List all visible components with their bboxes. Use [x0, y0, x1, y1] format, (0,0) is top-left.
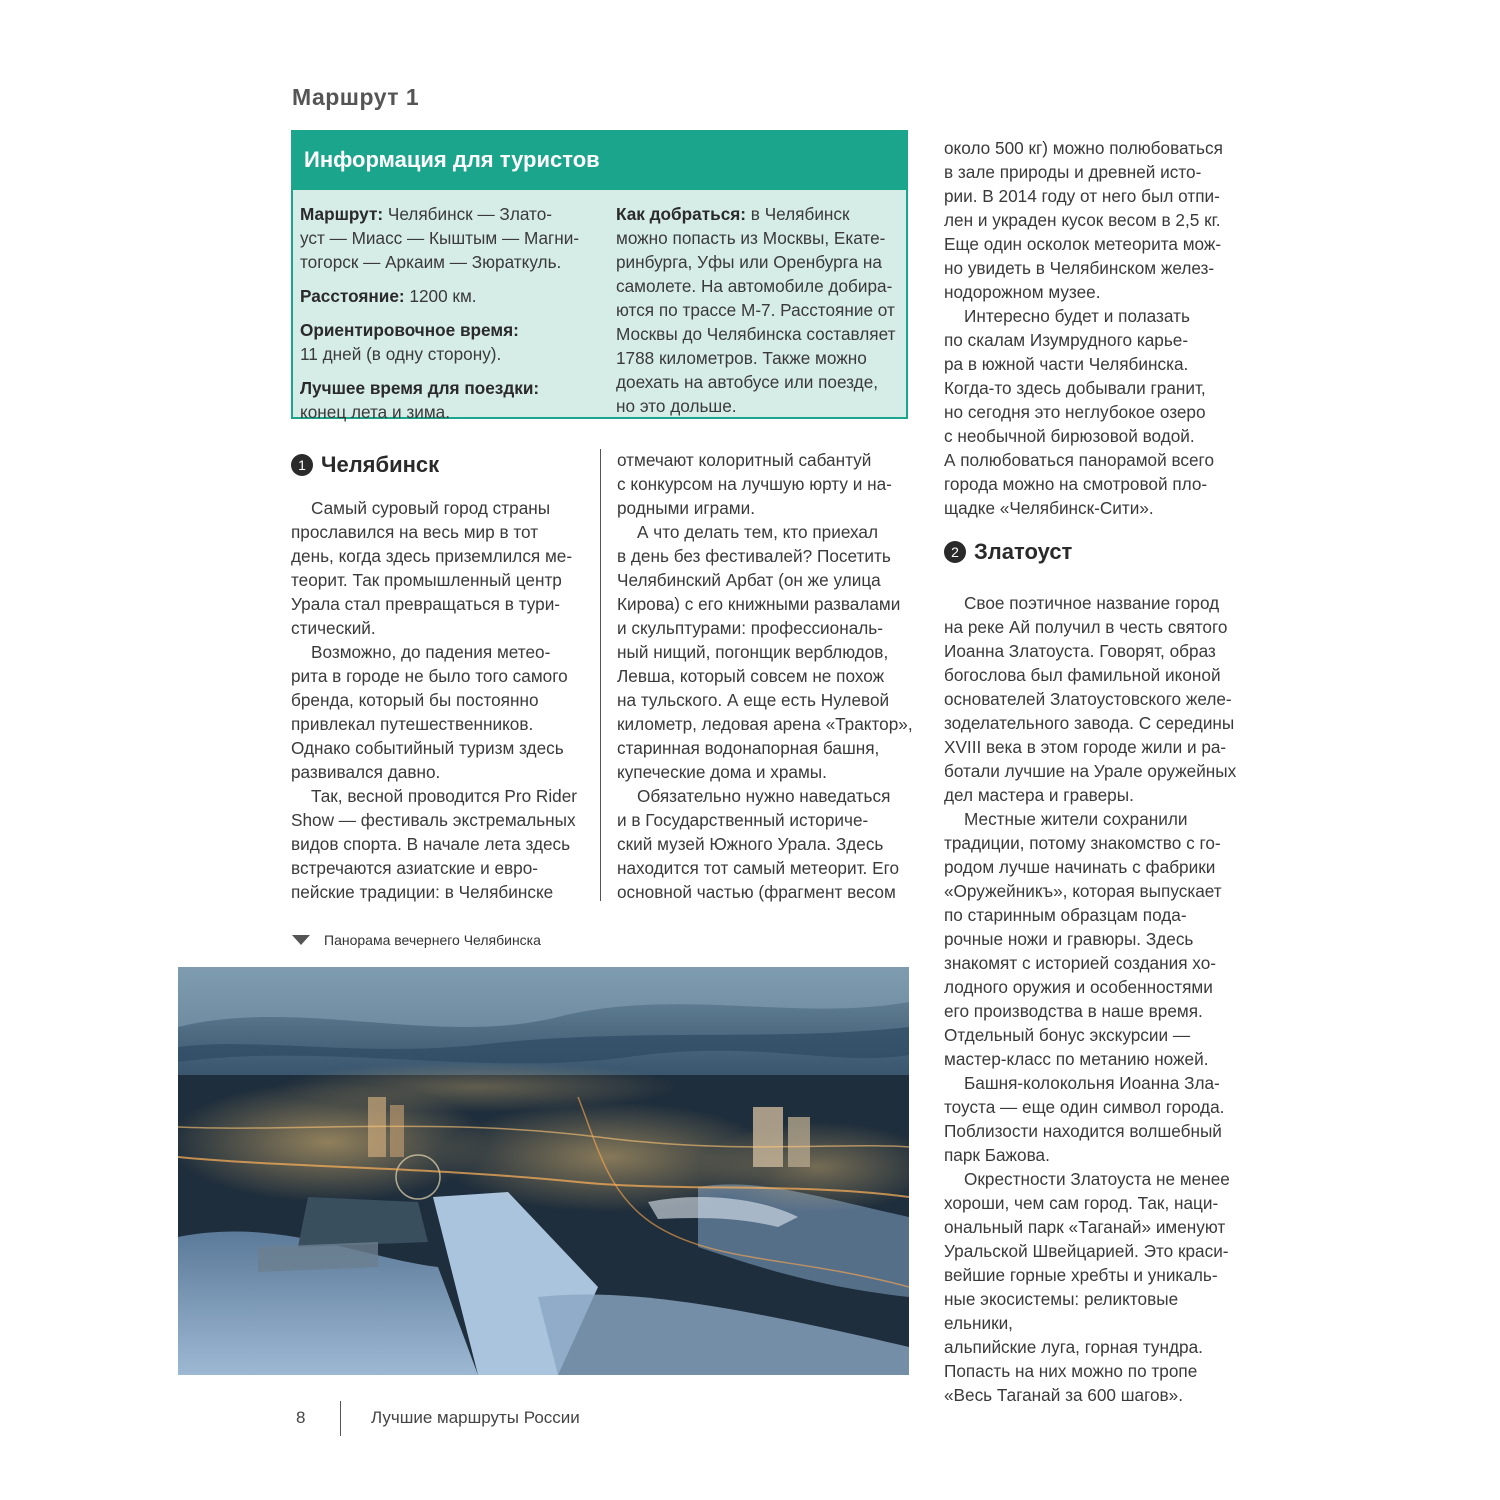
text-line: Самый суровый город страны [311, 498, 551, 518]
text-line: родными играми. [617, 498, 755, 518]
text-line: Попасть на них можно по тропе [944, 1361, 1198, 1381]
text-line: дел мастера и граверы. [944, 785, 1134, 805]
section-heading-chelyabinsk [291, 452, 439, 478]
section-number-badge: 2 [944, 541, 966, 563]
route-line: Челябинск — Злато- [383, 204, 552, 224]
howto-line: доехать на автобусе или поезде, [616, 372, 879, 392]
text-line: ный нищий, погонщик верблюдов, [617, 642, 889, 662]
text-line: Челябинский Арбат (он же улица [617, 570, 881, 590]
text-line: рии. В 2014 году от него был отпи- [944, 186, 1220, 206]
time-value: 11 дней (в одну сторону). [300, 344, 502, 364]
howto-label: Как добраться: [616, 204, 747, 224]
text-line: купеческие дома и храмы. [617, 762, 827, 782]
text-line: и скульптурами: профессиональ- [617, 618, 883, 638]
howto-line: ринбурга, Уфы или Оренбурга на [616, 252, 882, 272]
info-box-title: Информация для туристов [304, 147, 600, 172]
text-line: Так, весной проводится Pro Rider [311, 786, 577, 806]
caption-text: Панорама вечернего Челябинска [324, 932, 541, 948]
text-line: основной частью (фрагмент весом [617, 882, 896, 902]
howto-text [616, 226, 908, 418]
text-line: А полюбоваться панорамой всего [944, 450, 1214, 470]
text-line: Интересно будет и полазать [964, 306, 1190, 326]
text-line: А что делать тем, кто приехал [637, 522, 879, 542]
text-line: города можно на смотровой пло- [944, 474, 1208, 494]
info-box-header [293, 132, 906, 190]
text-line: «Оружейникъ», которая выпускает [944, 881, 1222, 901]
text-line: Башня-колокольня Иоанна Зла- [964, 1073, 1220, 1093]
text-line: Когда-то здесь добывали гранит, [944, 378, 1206, 398]
text-line: на реке Ай получил в честь святого [944, 617, 1228, 637]
text-line: рочные ножи и гравюры. Здесь [944, 929, 1194, 949]
section-number-badge: 1 [291, 454, 313, 476]
howto-line: можно попасть из Москвы, Екате- [616, 228, 886, 248]
text-line: день, когда здесь приземлился ме- [291, 546, 573, 566]
text-line: Свое поэтичное название город [964, 593, 1220, 613]
section-title: Челябинск [321, 452, 440, 477]
distance-field [300, 284, 600, 308]
time-label: Ориентировочное время: [300, 320, 519, 340]
route-title: Маршрут 1 [292, 84, 420, 110]
text-line: Окрестности Златоуста не менее [964, 1169, 1230, 1189]
text-line: Местные жители сохранили [964, 809, 1188, 829]
photo-caption [292, 932, 541, 948]
text-column-1 [291, 496, 591, 904]
route-line: уст — Миасс — Кыштым — Магни- [300, 228, 580, 248]
text-line: Иоанна Златоуста. Говорят, образ [944, 641, 1216, 661]
section-title: Златоуст [974, 539, 1073, 564]
text-line: Левша, который совсем не похож [617, 666, 885, 686]
text-line: знакомят с историей создания хо- [944, 953, 1216, 973]
text-line: по старинным образцам пода- [944, 905, 1187, 925]
text-line: по скалам Изумрудного карье- [944, 330, 1189, 350]
text-line: ональный парк «Таганай» именуют [944, 1217, 1226, 1237]
text-line: парк Бажова. [944, 1145, 1050, 1165]
text-line: лен и украден кусок весом в 2,5 кг. [944, 210, 1221, 230]
text-line: Возможно, до падения метео- [311, 642, 551, 662]
text-line: привлекал путешественников. [291, 714, 534, 734]
text-line: километр, ледовая арена «Трактор», [617, 714, 913, 734]
book-title: Лучшие маршруты России [371, 1408, 580, 1427]
text-line: на тульского. А еще есть Нулевой [617, 690, 890, 710]
best-time-label: Лучшее время для поездки: [300, 378, 540, 398]
caption-triangle-icon [292, 935, 310, 945]
route-field [300, 202, 600, 226]
text-line: старинная водонапорная башня, [617, 738, 880, 758]
text-line: его производства в наше время. [944, 1001, 1203, 1021]
howto-line: Москвы до Челябинска составляет [616, 324, 896, 344]
text-line: «Весь Таганай за 600 шагов». [944, 1385, 1183, 1405]
text-line: зоделательного завода. С середины [944, 713, 1235, 733]
howto-line: самолете. На автомобиле добира- [616, 276, 893, 296]
text-line: Show — фестиваль экстремальных [291, 810, 576, 830]
text-line: отмечают колоритный сабантуй [617, 450, 872, 470]
text-line: традиции, потому знакомство с го- [944, 833, 1221, 853]
text-line: рита в городе не было того самого [291, 666, 568, 686]
best-time-value: конец лета и зима. [300, 402, 450, 422]
distance-label: Расстояние: [300, 286, 405, 306]
text-line: мастер-класс по метанию ножей. [944, 1049, 1209, 1069]
info-right-column [616, 202, 908, 418]
text-line: но сегодня это неглубокое озеро [944, 402, 1206, 422]
text-line: ботали лучшие на Урале оружейных [944, 761, 1237, 781]
text-line: в день без фестивалей? Посетить [617, 546, 891, 566]
text-line: основателей Златоустовского желе- [944, 689, 1232, 709]
text-line: теорит. Так промышленный центр [291, 570, 562, 590]
howto-line: в Челябинск [746, 204, 850, 224]
text-line: с необычной бирюзовой водой. [944, 426, 1195, 446]
text-line: прославился на весь мир в тот [291, 522, 539, 542]
text-line: около 500 кг) можно полюбоваться [944, 138, 1223, 158]
text-line: пейские традиции: в Челябинске [291, 882, 554, 902]
howto-line: ются по трассе М-7. Расстояние от [616, 300, 895, 320]
text-line: тоуста — еще один символ города. [944, 1097, 1225, 1117]
text-column-3-top [944, 136, 1244, 520]
text-line: но увидеть в Челябинском желез- [944, 258, 1215, 278]
text-line: Отдельный бонус экскурсии — [944, 1025, 1191, 1045]
route-label: Маршрут: [300, 204, 384, 224]
distance-value: 1200 км. [404, 286, 477, 306]
text-line: альпийские луга, горная тундра. [944, 1337, 1203, 1357]
text-line: Обязательно нужно наведаться [637, 786, 891, 806]
howto-line: 1788 километров. Также можно [616, 348, 867, 368]
section-heading-zlatoust [944, 539, 1072, 565]
text-line: щадке «Челябинск-Сити». [944, 498, 1154, 518]
footer-divider [340, 1401, 341, 1436]
text-line: Урала стал превращаться в тури- [291, 594, 561, 614]
text-line: с конкурсом на лучшую юрту и на- [617, 474, 892, 494]
text-column-3-bottom [944, 591, 1244, 1407]
text-line: бренда, который бы постоянно [291, 690, 539, 710]
text-line: богослова был фамильной иконой [944, 665, 1221, 685]
howto-line: но это дольше. [616, 396, 737, 416]
info-left-column [300, 202, 600, 424]
text-line: ра в южной части Челябинска. [944, 354, 1189, 374]
text-line: ский музей Южного Урала. Здесь [617, 834, 884, 854]
text-line: встречаются азиатские и евро- [291, 858, 538, 878]
text-line: Уральской Швейцарией. Это краси- [944, 1241, 1229, 1261]
text-line: Однако событийный туризм здесь [291, 738, 564, 758]
text-line: родом лучше начинать с фабрики [944, 857, 1216, 877]
text-line: Кирова) с его книжными развалами [617, 594, 901, 614]
text-line: видов спорта. В начале лета здесь [291, 834, 571, 854]
city-panorama-photo [178, 967, 909, 1375]
text-line: и в Государственный историче- [617, 810, 869, 830]
route-line: тогорск — Аркаим — Зюраткуль. [300, 252, 562, 272]
text-line: стический. [291, 618, 376, 638]
text-line: нодорожном музее. [944, 282, 1101, 302]
page-number: 8 [296, 1408, 306, 1427]
text-line: Поблизости находится волшебный [944, 1121, 1222, 1141]
text-line: XVIII века в этом городе жили и ра- [944, 737, 1227, 757]
column-divider [600, 449, 601, 901]
text-line: вейшие горные хребты и уникаль- [944, 1265, 1218, 1285]
text-line: развивался давно. [291, 762, 441, 782]
text-line: лодного оружия и особенностями [944, 977, 1213, 997]
tourist-info-box [291, 130, 908, 422]
text-line: ные экосистемы: реликтовые ельники, [944, 1289, 1179, 1333]
text-line: Еще один осколок метеорита мож- [944, 234, 1222, 254]
text-line: в зале природы и древней исто- [944, 162, 1202, 182]
howto-field [616, 202, 908, 226]
text-line: находится тот самый метеорит. Его [617, 858, 900, 878]
text-column-2 [617, 448, 917, 904]
text-line: хороши, чем сам город. Так, наци- [944, 1193, 1219, 1213]
